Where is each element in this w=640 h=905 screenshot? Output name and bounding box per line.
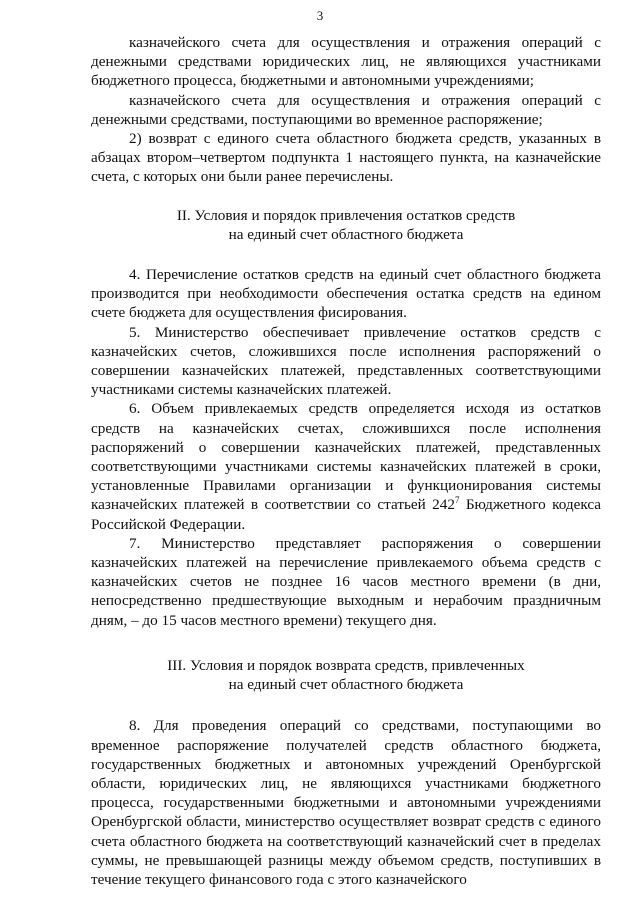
paragraph-8: 8. Для проведения операций со средствами, поступающими во временное распоряжение получателей средств областного бюджета, государственных бюджетных и автономных учреждений Оренбургской области, юридических лиц, не являющихся участниками бюджетного процесса, государственными бюджетными и автономными учреждениями Оренбургской области, министерство осуществляет возврат средств с единого счета областного бюджета на соответствующий казначейский счет в пределах суммы, не превышающей разницы между объемом средств, поступивших в течение текущего финансового года с этого казначейского bbox=[91, 717, 601, 888]
section-3-heading-line-1: III. Условия и порядок возврата средств, привлеченных bbox=[167, 656, 525, 674]
paragraph-7: 7. Министерство представляет распоряжения о совершении казначейских платежей на перечисление привлекаемого объема средств с казначейских счетов не позднее 16 часов местного времени (в дни, непосредственно предшествующие выходным и нерабочим праздничным дням, – до 15 часов местного времени) текущего дня. bbox=[91, 534, 601, 629]
page-number: 3 bbox=[316, 8, 324, 23]
paragraph-5: 5. Министерство обеспечивает привлечение остатков средств с казначейских счетов, сложившихся после исполнения распоряжений о совершении казначейских платежей, представленных соответствующими участниками системы казначейских платежей. bbox=[91, 323, 601, 399]
paragraph-6-tail: Бюджетного кодекса Российской Федерации. bbox=[91, 496, 601, 533]
paragraph-treasury-account-legal-entities: казначейского счета для осуществления и отражения операций с денежными средствами юридических лиц, не являющихся участниками бюджетного процесса, бюджетными и автономными учреждениями; bbox=[91, 34, 601, 90]
section-2-heading-line-2: на единый счет областного бюджета bbox=[228, 225, 464, 243]
paragraph-6-superscript: 7 bbox=[454, 495, 460, 506]
section-2-heading bbox=[91, 206, 601, 244]
paragraph-6-main: 6. Объем привлекаемых средств определяется исходя из остатков средств на казначейских счетах, сложившихся после исполнения распоряжений о совершении казначейских платежей, представленных соответствующими участниками системы казначейских платежей в сроки, установленные Правилами организации и функционирования системы казначейских платежей в соответствии со статьей 242 bbox=[91, 400, 601, 514]
paragraph-6 bbox=[91, 399, 601, 533]
section-2-heading-line-1: II. Условия и порядок привлечения остатков средств bbox=[176, 206, 516, 224]
section-3-heading-line-2: на единый счет областного бюджета bbox=[228, 676, 464, 694]
paragraph-4: 4. Перечисление остатков средств на единый счет областного бюджета производится при необходимости обеспечения остатка средств на едином счете бюджета для осуществления фисирования. bbox=[91, 266, 601, 322]
paragraph-return-funds: 2) возврат с единого счета областного бюджета средств, указанных в абзацах втором–четвертом подпункта 1 настоящего пункта, на казначейские счета, с которых они были ранее перечислены. bbox=[91, 130, 601, 186]
document-body bbox=[91, 33, 601, 889]
section-3-heading bbox=[91, 656, 601, 694]
paragraph-treasury-account-temporary: казначейского счета для осуществления и отражения операций с денежными средствами, поступающими во временное распоряжение; bbox=[91, 91, 601, 128]
